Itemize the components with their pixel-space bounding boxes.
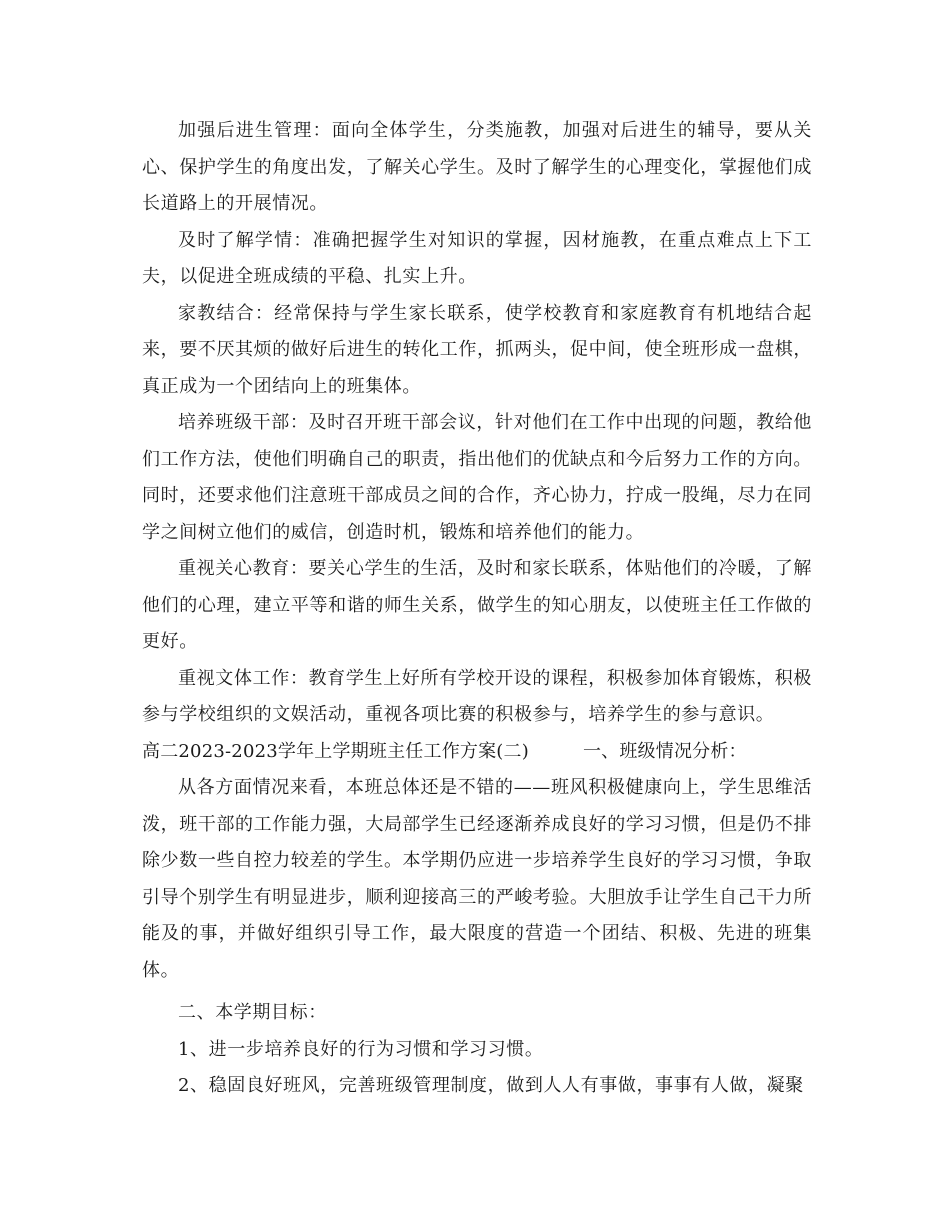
paragraph-learning-status: 及时了解学情：准确把握学生对知识的掌握，因材施教，在重点难点上下工夫，以促进全班成绩的平稳、扎实上升。 (142, 229, 812, 287)
goals-heading: 二、本学期目标： (178, 1002, 327, 1023)
section-title: 高二2023-2023学年上学期班主任工作方案(二) (142, 740, 529, 762)
paragraph-class-cadres: 培养班级干部：及时召开班干部会议，针对他们在工作中出现的问题，教给他们工作方法，使他们明确自己的职责，指出他们的优缺点和今后努力工作的方向。同时，还要求他们注意班干部成员之间的合作，齐心协力，拧成一股绳，尽力在同学之间树立他们的威信，创造时机，锻炼和培养他们的能力。 (142, 412, 812, 543)
section-heading (142, 734, 812, 771)
section-subtitle: 一、班级情况分析： (582, 740, 747, 762)
goal-item-1: 1、进一步培养良好的行为习惯和学习习惯。 (178, 1038, 544, 1060)
goal-item-2: 2、稳固良好班风，完善班级管理制度，做到人人有事做，事事有人做，凝聚 (178, 1075, 804, 1096)
paragraph-class-analysis: 从各方面情况来看，本班总体还是不错的——班风积极健康向上，学生思维活泼，班干部的工作能力强，大局部学生已经逐渐养成良好的学习习惯，但是仍不排除少数一些自控力较差的学生。本学期仍应进一步培养学生良好的学习习惯，争取引导个别学生有明显进步，顺利迎接高三的严峻考验。大胆放手让学生自己干力所能及的事，并做好组织引导工作，最大限度的营造一个团结、积极、先进的班集体。 (142, 777, 812, 981)
paragraph-culture-sports: 重视文体工作：教育学生上好所有学校开设的课程，积极参加体育锻炼，积极参与学校组织的文娱活动，重视各项比赛的积极参与，培养学生的参与意识。 (142, 667, 812, 725)
paragraph-underperformer-management: 加强后进生管理：面向全体学生，分类施教，加强对后进生的辅导，要从关心、保护学生的角度出发，了解关心学生。及时了解学生的心理变化，掌握他们成长道路上的开展情况。 (142, 120, 812, 214)
paragraph-care-education: 重视关心教育：要关心学生的生活，及时和家长联系，体贴他们的冷暖，了解他们的心理，建立平等和谐的师生关系，做学生的知心朋友，以使班主任工作做的更好。 (142, 558, 812, 652)
paragraph-home-school: 家教结合：经常保持与学生家长联系，使学校教育和家庭教育有机地结合起来，要不厌其烦的做好后进生的转化工作，抓两头，促中间，使全班形成一盘棋，真正成为一个团结向上的班集体。 (142, 302, 812, 397)
document-page (142, 113, 812, 1105)
